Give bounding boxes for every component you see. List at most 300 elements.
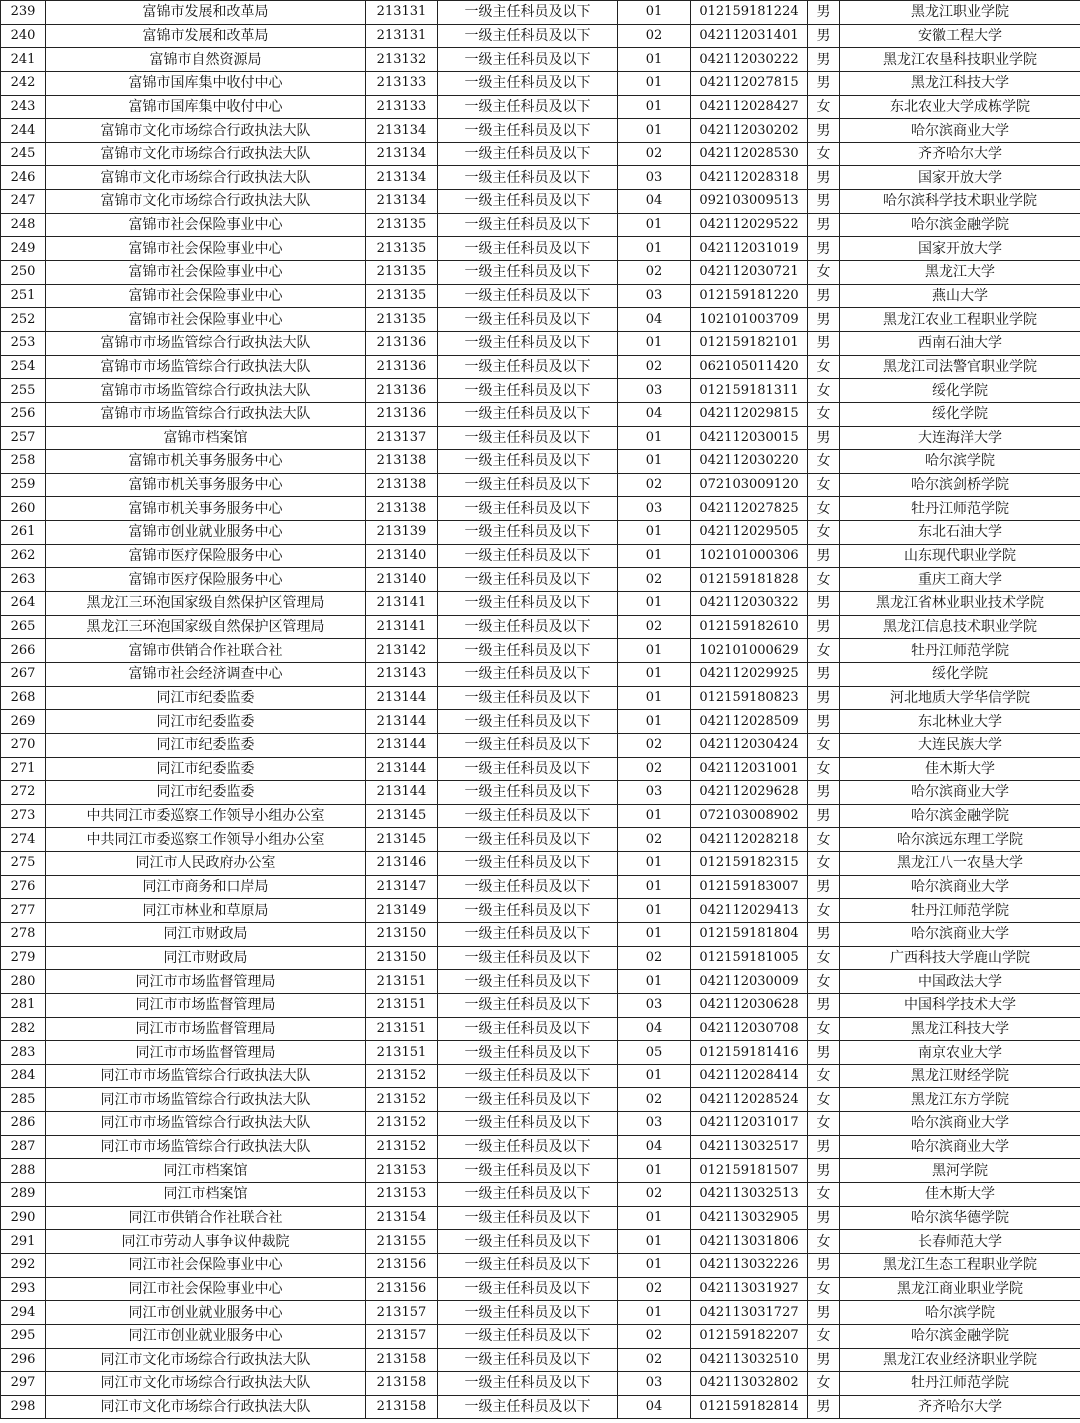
position-name-cell: 一级主任科员及以下 xyxy=(438,1253,618,1277)
table-row xyxy=(1,521,1080,545)
table-row xyxy=(1,639,1080,663)
gender-cell: 男 xyxy=(808,308,840,332)
exam-id-cell: 012159182610 xyxy=(691,615,808,639)
school-cell: 哈尔滨学院 xyxy=(840,450,1080,474)
exam-id-cell: 042112029628 xyxy=(691,781,808,805)
school-cell: 东北林业大学 xyxy=(840,710,1080,734)
position-code-cell: 213142 xyxy=(366,639,438,663)
gender-cell: 女 xyxy=(808,757,840,781)
position-code-cell: 213150 xyxy=(366,922,438,946)
position-name-cell: 一级主任科员及以下 xyxy=(438,284,618,308)
position-name-cell: 一级主任科员及以下 xyxy=(438,662,618,686)
position-code-cell: 213139 xyxy=(366,521,438,545)
table-row xyxy=(1,993,1080,1017)
department-cell: 同江市文化市场综合行政执法大队 xyxy=(46,1348,366,1372)
table-row xyxy=(1,331,1080,355)
position-code-cell: 213152 xyxy=(366,1135,438,1159)
row-number-cell: 279 xyxy=(1,946,46,970)
position-name-cell: 一级主任科员及以下 xyxy=(438,119,618,143)
position-code-cell: 213135 xyxy=(366,237,438,261)
position-code-cell: 213145 xyxy=(366,804,438,828)
row-number-cell: 256 xyxy=(1,402,46,426)
school-cell: 大连民族大学 xyxy=(840,733,1080,757)
gender-cell: 男 xyxy=(808,1348,840,1372)
position-name-cell: 一级主任科员及以下 xyxy=(438,639,618,663)
row-number-cell: 257 xyxy=(1,426,46,450)
gender-cell: 男 xyxy=(808,1,840,25)
table-row xyxy=(1,875,1080,899)
department-cell: 同江市文化市场综合行政执法大队 xyxy=(46,1372,366,1396)
position-code-cell: 213147 xyxy=(366,875,438,899)
gender-cell: 男 xyxy=(808,284,840,308)
exam-id-cell: 012159181804 xyxy=(691,922,808,946)
row-number-cell: 260 xyxy=(1,497,46,521)
position-seq-cell: 01 xyxy=(618,450,691,474)
exam-id-cell: 042112031017 xyxy=(691,1112,808,1136)
position-seq-cell: 03 xyxy=(618,284,691,308)
table-row xyxy=(1,686,1080,710)
school-cell: 齐齐哈尔大学 xyxy=(840,142,1080,166)
gender-cell: 男 xyxy=(808,213,840,237)
position-code-cell: 213137 xyxy=(366,426,438,450)
position-code-cell: 213136 xyxy=(366,379,438,403)
school-cell: 国家开放大学 xyxy=(840,166,1080,190)
exam-id-cell: 042112031401 xyxy=(691,24,808,48)
position-code-cell: 213154 xyxy=(366,1206,438,1230)
position-seq-cell: 03 xyxy=(618,497,691,521)
gender-cell: 男 xyxy=(808,804,840,828)
position-name-cell: 一级主任科员及以下 xyxy=(438,1372,618,1396)
row-number-cell: 245 xyxy=(1,142,46,166)
position-name-cell: 一级主任科员及以下 xyxy=(438,710,618,734)
gender-cell: 女 xyxy=(808,1230,840,1254)
position-name-cell: 一级主任科员及以下 xyxy=(438,24,618,48)
position-seq-cell: 03 xyxy=(618,379,691,403)
gender-cell: 女 xyxy=(808,1183,840,1207)
position-name-cell: 一级主任科员及以下 xyxy=(438,521,618,545)
school-cell: 黑河学院 xyxy=(840,1159,1080,1183)
gender-cell: 男 xyxy=(808,710,840,734)
department-cell: 同江市市场监管综合行政执法大队 xyxy=(46,1112,366,1136)
school-cell: 哈尔滨金融学院 xyxy=(840,1324,1080,1348)
gender-cell: 男 xyxy=(808,662,840,686)
position-code-cell: 213134 xyxy=(366,190,438,214)
position-code-cell: 213140 xyxy=(366,544,438,568)
table-row xyxy=(1,1324,1080,1348)
position-name-cell: 一级主任科员及以下 xyxy=(438,592,618,616)
position-name-cell: 一级主任科员及以下 xyxy=(438,568,618,592)
position-name-cell: 一级主任科员及以下 xyxy=(438,190,618,214)
position-code-cell: 213151 xyxy=(366,993,438,1017)
row-number-cell: 297 xyxy=(1,1372,46,1396)
table-row xyxy=(1,1017,1080,1041)
position-name-cell: 一级主任科员及以下 xyxy=(438,426,618,450)
row-number-cell: 280 xyxy=(1,970,46,994)
exam-id-cell: 042112028427 xyxy=(691,95,808,119)
exam-id-cell: 012159181507 xyxy=(691,1159,808,1183)
exam-id-cell: 042113032517 xyxy=(691,1135,808,1159)
position-name-cell: 一级主任科员及以下 xyxy=(438,213,618,237)
row-number-cell: 241 xyxy=(1,48,46,72)
exam-id-cell: 042112029522 xyxy=(691,213,808,237)
department-cell: 同江市纪委监委 xyxy=(46,757,366,781)
exam-id-cell: 072103008902 xyxy=(691,804,808,828)
row-number-cell: 262 xyxy=(1,544,46,568)
table-row xyxy=(1,497,1080,521)
position-seq-cell: 04 xyxy=(618,190,691,214)
department-cell: 同江市市场监督管理局 xyxy=(46,993,366,1017)
gender-cell: 女 xyxy=(808,497,840,521)
table-row xyxy=(1,71,1080,95)
position-seq-cell: 01 xyxy=(618,970,691,994)
table-row xyxy=(1,804,1080,828)
position-name-cell: 一级主任科员及以下 xyxy=(438,1112,618,1136)
exam-id-cell: 012159182315 xyxy=(691,852,808,876)
position-name-cell: 一级主任科员及以下 xyxy=(438,1064,618,1088)
position-seq-cell: 04 xyxy=(618,1017,691,1041)
position-seq-cell: 01 xyxy=(618,852,691,876)
position-seq-cell: 04 xyxy=(618,308,691,332)
position-seq-cell: 04 xyxy=(618,402,691,426)
position-code-cell: 213151 xyxy=(366,1041,438,1065)
position-seq-cell: 02 xyxy=(618,828,691,852)
position-seq-cell: 01 xyxy=(618,48,691,72)
position-seq-cell: 01 xyxy=(618,1230,691,1254)
school-cell: 哈尔滨商业大学 xyxy=(840,119,1080,143)
gender-cell: 男 xyxy=(808,1395,840,1419)
exam-id-cell: 012159181416 xyxy=(691,1041,808,1065)
exam-id-cell: 072103009120 xyxy=(691,473,808,497)
table-row xyxy=(1,1372,1080,1396)
exam-id-cell: 042112030721 xyxy=(691,261,808,285)
department-cell: 同江市档案馆 xyxy=(46,1159,366,1183)
position-name-cell: 一级主任科员及以下 xyxy=(438,497,618,521)
row-number-cell: 249 xyxy=(1,237,46,261)
gender-cell: 男 xyxy=(808,1135,840,1159)
exam-id-cell: 042112030322 xyxy=(691,592,808,616)
gender-cell: 女 xyxy=(808,521,840,545)
position-seq-cell: 01 xyxy=(618,544,691,568)
table-row xyxy=(1,308,1080,332)
gender-cell: 女 xyxy=(808,1112,840,1136)
position-name-cell: 一级主任科员及以下 xyxy=(438,1088,618,1112)
table-row xyxy=(1,1348,1080,1372)
school-cell: 佳木斯大学 xyxy=(840,1183,1080,1207)
exam-id-cell: 042113032802 xyxy=(691,1372,808,1396)
row-number-cell: 259 xyxy=(1,473,46,497)
position-name-cell: 一级主任科员及以下 xyxy=(438,142,618,166)
position-seq-cell: 01 xyxy=(618,592,691,616)
exam-id-cell: 102101003709 xyxy=(691,308,808,332)
gender-cell: 女 xyxy=(808,1064,840,1088)
table-row xyxy=(1,119,1080,143)
table-row xyxy=(1,1041,1080,1065)
department-cell: 黑龙江三环泡国家级自然保护区管理局 xyxy=(46,615,366,639)
exam-id-cell: 042112030222 xyxy=(691,48,808,72)
table-row xyxy=(1,733,1080,757)
table-row xyxy=(1,402,1080,426)
row-number-cell: 252 xyxy=(1,308,46,332)
row-number-cell: 296 xyxy=(1,1348,46,1372)
position-code-cell: 213157 xyxy=(366,1324,438,1348)
gender-cell: 男 xyxy=(808,119,840,143)
position-seq-cell: 01 xyxy=(618,639,691,663)
table-row xyxy=(1,261,1080,285)
table-row xyxy=(1,828,1080,852)
department-cell: 富锦市市场监管综合行政执法大队 xyxy=(46,402,366,426)
position-name-cell: 一级主任科员及以下 xyxy=(438,970,618,994)
position-name-cell: 一级主任科员及以下 xyxy=(438,331,618,355)
row-number-cell: 284 xyxy=(1,1064,46,1088)
position-name-cell: 一级主任科员及以下 xyxy=(438,71,618,95)
department-cell: 黑龙江三环泡国家级自然保护区管理局 xyxy=(46,592,366,616)
gender-cell: 女 xyxy=(808,95,840,119)
table-row xyxy=(1,615,1080,639)
table-row xyxy=(1,1135,1080,1159)
row-number-cell: 270 xyxy=(1,733,46,757)
row-number-cell: 247 xyxy=(1,190,46,214)
exam-id-cell: 062105011420 xyxy=(691,355,808,379)
school-cell: 中国政法大学 xyxy=(840,970,1080,994)
department-cell: 同江市供销合作社联合社 xyxy=(46,1206,366,1230)
gender-cell: 女 xyxy=(808,1088,840,1112)
exam-id-cell: 042112028509 xyxy=(691,710,808,734)
table-row xyxy=(1,1112,1080,1136)
gender-cell: 男 xyxy=(808,1301,840,1325)
table-row xyxy=(1,781,1080,805)
row-number-cell: 275 xyxy=(1,852,46,876)
department-cell: 中共同江市委巡察工作领导小组办公室 xyxy=(46,804,366,828)
gender-cell: 女 xyxy=(808,970,840,994)
position-code-cell: 213153 xyxy=(366,1159,438,1183)
position-code-cell: 213134 xyxy=(366,119,438,143)
department-cell: 同江市社会保险事业中心 xyxy=(46,1253,366,1277)
table-row xyxy=(1,166,1080,190)
position-seq-cell: 01 xyxy=(618,95,691,119)
position-code-cell: 213133 xyxy=(366,71,438,95)
position-seq-cell: 01 xyxy=(618,213,691,237)
exam-id-cell: 042112030424 xyxy=(691,733,808,757)
position-code-cell: 213151 xyxy=(366,970,438,994)
position-seq-cell: 02 xyxy=(618,568,691,592)
school-cell: 黑龙江八一农垦大学 xyxy=(840,852,1080,876)
school-cell: 牡丹江师范学院 xyxy=(840,899,1080,923)
gender-cell: 女 xyxy=(808,142,840,166)
gender-cell: 男 xyxy=(808,875,840,899)
gender-cell: 男 xyxy=(808,1159,840,1183)
position-code-cell: 213144 xyxy=(366,733,438,757)
position-code-cell: 213134 xyxy=(366,166,438,190)
table-row xyxy=(1,710,1080,734)
position-code-cell: 213141 xyxy=(366,615,438,639)
gender-cell: 男 xyxy=(808,781,840,805)
row-number-cell: 253 xyxy=(1,331,46,355)
gender-cell: 女 xyxy=(808,473,840,497)
department-cell: 同江市创业就业服务中心 xyxy=(46,1324,366,1348)
table-row xyxy=(1,190,1080,214)
school-cell: 大连海洋大学 xyxy=(840,426,1080,450)
row-number-cell: 246 xyxy=(1,166,46,190)
gender-cell: 女 xyxy=(808,946,840,970)
school-cell: 哈尔滨金融学院 xyxy=(840,804,1080,828)
row-number-cell: 290 xyxy=(1,1206,46,1230)
position-name-cell: 一级主任科员及以下 xyxy=(438,1041,618,1065)
school-cell: 哈尔滨远东理工学院 xyxy=(840,828,1080,852)
position-code-cell: 213146 xyxy=(366,852,438,876)
school-cell: 哈尔滨商业大学 xyxy=(840,922,1080,946)
row-number-cell: 293 xyxy=(1,1277,46,1301)
table-row xyxy=(1,899,1080,923)
position-seq-cell: 01 xyxy=(618,331,691,355)
department-cell: 富锦市发展和改革局 xyxy=(46,24,366,48)
school-cell: 河北地质大学华信学院 xyxy=(840,686,1080,710)
position-name-cell: 一级主任科员及以下 xyxy=(438,875,618,899)
gender-cell: 男 xyxy=(808,237,840,261)
position-name-cell: 一级主任科员及以下 xyxy=(438,379,618,403)
gender-cell: 女 xyxy=(808,1017,840,1041)
row-number-cell: 294 xyxy=(1,1301,46,1325)
position-code-cell: 213131 xyxy=(366,24,438,48)
school-cell: 黑龙江司法警官职业学院 xyxy=(840,355,1080,379)
department-cell: 富锦市文化市场综合行政执法大队 xyxy=(46,166,366,190)
table-body xyxy=(1,1,1080,1419)
position-name-cell: 一级主任科员及以下 xyxy=(438,615,618,639)
school-cell: 黑龙江信息技术职业学院 xyxy=(840,615,1080,639)
school-cell: 哈尔滨商业大学 xyxy=(840,781,1080,805)
department-cell: 富锦市社会经济调查中心 xyxy=(46,662,366,686)
row-number-cell: 298 xyxy=(1,1395,46,1419)
table-row xyxy=(1,1064,1080,1088)
position-seq-cell: 01 xyxy=(618,710,691,734)
row-number-cell: 250 xyxy=(1,261,46,285)
school-cell: 哈尔滨商业大学 xyxy=(840,1135,1080,1159)
row-number-cell: 239 xyxy=(1,1,46,25)
row-number-cell: 240 xyxy=(1,24,46,48)
department-cell: 同江市创业就业服务中心 xyxy=(46,1301,366,1325)
position-seq-cell: 02 xyxy=(618,1088,691,1112)
row-number-cell: 277 xyxy=(1,899,46,923)
position-name-cell: 一级主任科员及以下 xyxy=(438,781,618,805)
row-number-cell: 269 xyxy=(1,710,46,734)
table-row xyxy=(1,946,1080,970)
table-row xyxy=(1,95,1080,119)
position-code-cell: 213144 xyxy=(366,710,438,734)
department-cell: 同江市市场监督管理局 xyxy=(46,970,366,994)
school-cell: 东北农业大学成栋学院 xyxy=(840,95,1080,119)
row-number-cell: 272 xyxy=(1,781,46,805)
exam-id-cell: 042113031727 xyxy=(691,1301,808,1325)
department-cell: 富锦市供销合作社联合社 xyxy=(46,639,366,663)
department-cell: 同江市档案馆 xyxy=(46,1183,366,1207)
position-code-cell: 213145 xyxy=(366,828,438,852)
position-seq-cell: 02 xyxy=(618,1324,691,1348)
position-name-cell: 一级主任科员及以下 xyxy=(438,1206,618,1230)
position-code-cell: 213136 xyxy=(366,355,438,379)
position-seq-cell: 02 xyxy=(618,142,691,166)
exam-id-cell: 042112027825 xyxy=(691,497,808,521)
position-seq-cell: 01 xyxy=(618,237,691,261)
table-row xyxy=(1,1230,1080,1254)
department-cell: 富锦市档案馆 xyxy=(46,426,366,450)
row-number-cell: 281 xyxy=(1,993,46,1017)
exam-id-cell: 042113032905 xyxy=(691,1206,808,1230)
exam-id-cell: 012159180823 xyxy=(691,686,808,710)
exam-id-cell: 042112028524 xyxy=(691,1088,808,1112)
row-number-cell: 287 xyxy=(1,1135,46,1159)
department-cell: 富锦市社会保险事业中心 xyxy=(46,213,366,237)
position-name-cell: 一级主任科员及以下 xyxy=(438,922,618,946)
position-code-cell: 213158 xyxy=(366,1395,438,1419)
school-cell: 黑龙江东方学院 xyxy=(840,1088,1080,1112)
exam-id-cell: 012159181005 xyxy=(691,946,808,970)
position-seq-cell: 01 xyxy=(618,1253,691,1277)
position-code-cell: 213158 xyxy=(366,1372,438,1396)
exam-id-cell: 042112030202 xyxy=(691,119,808,143)
department-cell: 中共同江市委巡察工作领导小组办公室 xyxy=(46,828,366,852)
school-cell: 哈尔滨学院 xyxy=(840,1301,1080,1325)
position-seq-cell: 03 xyxy=(618,1112,691,1136)
position-code-cell: 213135 xyxy=(366,308,438,332)
gender-cell: 男 xyxy=(808,426,840,450)
department-cell: 同江市市场监督管理局 xyxy=(46,1017,366,1041)
exam-id-cell: 042112030628 xyxy=(691,993,808,1017)
table-row xyxy=(1,922,1080,946)
school-cell: 哈尔滨商业大学 xyxy=(840,1112,1080,1136)
position-seq-cell: 01 xyxy=(618,71,691,95)
gender-cell: 男 xyxy=(808,1041,840,1065)
school-cell: 重庆工商大学 xyxy=(840,568,1080,592)
position-name-cell: 一级主任科员及以下 xyxy=(438,261,618,285)
school-cell: 南京农业大学 xyxy=(840,1041,1080,1065)
position-code-cell: 213135 xyxy=(366,284,438,308)
position-name-cell: 一级主任科员及以下 xyxy=(438,852,618,876)
gender-cell: 男 xyxy=(808,1253,840,1277)
gender-cell: 男 xyxy=(808,190,840,214)
exam-id-cell: 102101000629 xyxy=(691,639,808,663)
position-code-cell: 213152 xyxy=(366,1112,438,1136)
table-row xyxy=(1,1159,1080,1183)
department-cell: 富锦市社会保险事业中心 xyxy=(46,261,366,285)
gender-cell: 女 xyxy=(808,733,840,757)
gender-cell: 女 xyxy=(808,261,840,285)
position-name-cell: 一级主任科员及以下 xyxy=(438,450,618,474)
position-seq-cell: 01 xyxy=(618,922,691,946)
position-name-cell: 一级主任科员及以下 xyxy=(438,1,618,25)
school-cell: 绥化学院 xyxy=(840,402,1080,426)
position-seq-cell: 01 xyxy=(618,1159,691,1183)
row-number-cell: 288 xyxy=(1,1159,46,1183)
school-cell: 黑龙江生态工程职业学院 xyxy=(840,1253,1080,1277)
department-cell: 富锦市机关事务服务中心 xyxy=(46,450,366,474)
table-row xyxy=(1,662,1080,686)
gender-cell: 男 xyxy=(808,615,840,639)
position-name-cell: 一级主任科员及以下 xyxy=(438,946,618,970)
row-number-cell: 242 xyxy=(1,71,46,95)
department-cell: 同江市文化市场综合行政执法大队 xyxy=(46,1395,366,1419)
exam-id-cell: 042112030015 xyxy=(691,426,808,450)
exam-id-cell: 042112029505 xyxy=(691,521,808,545)
gender-cell: 女 xyxy=(808,450,840,474)
gender-cell: 男 xyxy=(808,24,840,48)
department-cell: 富锦市市场监管综合行政执法大队 xyxy=(46,355,366,379)
department-cell: 同江市人民政府办公室 xyxy=(46,852,366,876)
exam-id-cell: 012159182814 xyxy=(691,1395,808,1419)
position-seq-cell: 01 xyxy=(618,426,691,450)
position-name-cell: 一级主任科员及以下 xyxy=(438,899,618,923)
gender-cell: 男 xyxy=(808,71,840,95)
gender-cell: 女 xyxy=(808,1277,840,1301)
exam-id-cell: 012159181220 xyxy=(691,284,808,308)
